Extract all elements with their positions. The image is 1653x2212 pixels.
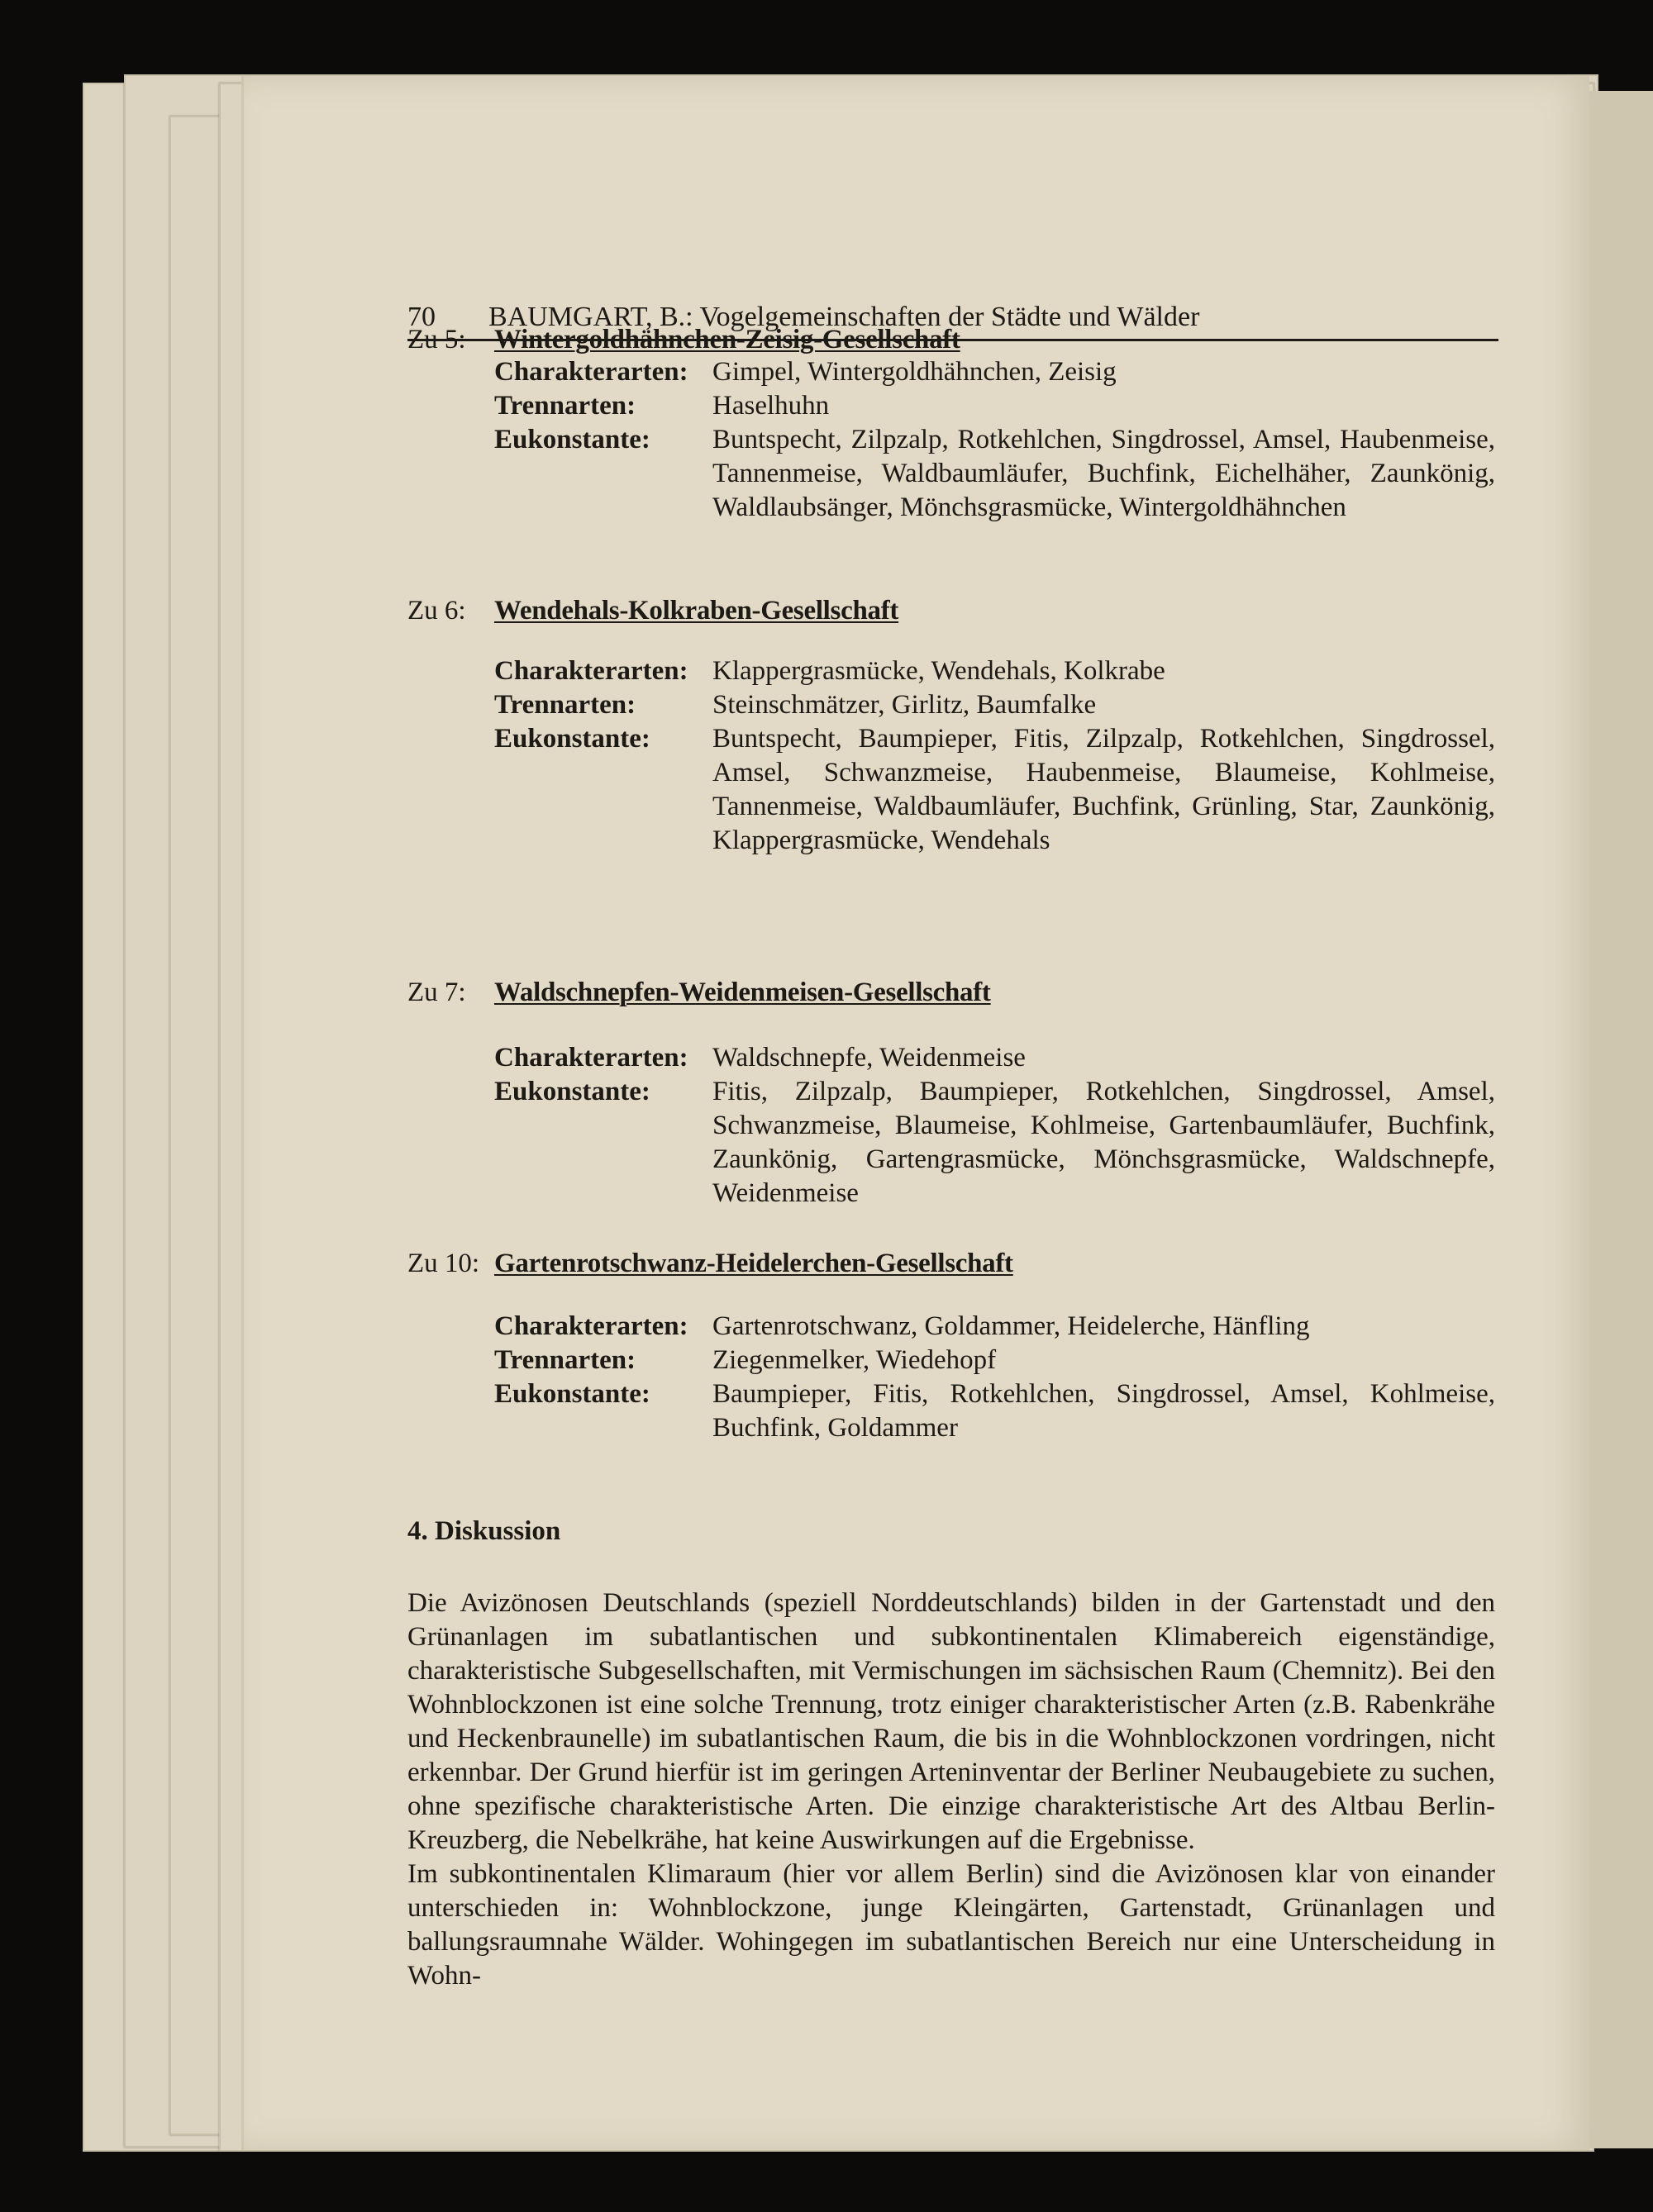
row-label: Eukonstante: — [494, 1077, 650, 1106]
row-value: Buntspecht, Zilpzalp, Rotkehlchen, Singdrossel, Amsel, Haubenmeise, Tannenmeise, Waldbaumläufer, Buchfink, Eichelhäher, Zaunkönig, Waldlaubsänger, Mönchsgrasmücke, Wintergoldhähnchen — [712, 425, 1495, 522]
discussion-paragraph-2: Im subkontinentalen Klimaraum (hier vor allem Berlin) sind die Avizönosen klar von einander unterschieden in: Wohnblockzone, junge Kleingärten, Gartenstadt, Grünanlagen und ballungsraumnahe Wälder. Wohingegen im subatlantischen Bereich nur eine Unterscheidung in Wohn- — [407, 1859, 1495, 1991]
row-value: Fitis, Zilpzalp, Baumpieper, Rotkehlchen, Singdrossel, Amsel, Schwanzmeise, Blaumeise, Kohlmeise, Gartenbaumläufer, Buchfink, Zaunkönig, Gartengrasmücke, Mönchsgrasmücke, Waldschnepfe, Weidenmeise — [712, 1077, 1495, 1208]
section-number: Zu 7: — [407, 978, 466, 1007]
row-value: Gimpel, Wintergoldhähnchen, Zeisig — [712, 357, 1117, 387]
row-value: Baumpieper, Fitis, Rotkehlchen, Singdrossel, Amsel, Kohlmeise, Buchfink, Goldammer — [712, 1379, 1495, 1443]
discussion-paragraph-1: Die Avizönosen Deutschlands (speziell Norddeutschlands) bilden in der Gartenstadt und den Grünanlagen im subatlantischen und subkontinentalen Klimabereich eigenständige, charakteristische Subgesellschaften, mit Vermischungen im sächsischen Raum (Chemnitz). Bei den Wohnblockzonen ist eine solche Trennung, trotz einiger charakteristischer Arten (z.B. Rabenkrähe und Heckenbraunelle) im subatlantischen Raum, die bis in die Wohnblockzonen vordringen, nicht erkennbar. Der Grund hierfür ist im geringen Arteninventar der Berliner Neubaugebiete zu suchen, ohne spezifische charakteristische Arten. Die einzige charakteristische Art des Altbau Berlin-Kreuzberg, die Nebelkrähe, hat keine Auswirkungen auf die Ergebnisse. — [407, 1588, 1495, 1855]
row-value: Gartenrotschwanz, Goldammer, Heidelerche, Hänfling — [712, 1311, 1310, 1341]
section-number: Zu 10: — [407, 1249, 480, 1278]
row-label: Eukonstante: — [494, 1379, 650, 1409]
row-label: Charakterarten: — [494, 656, 688, 686]
section-number: Zu 6: — [407, 596, 466, 626]
row-label: Eukonstante: — [494, 425, 650, 454]
row-value: Haselhuhn — [712, 391, 830, 421]
row-label: Trennarten: — [494, 1345, 636, 1375]
row-value: Buntspecht, Baumpieper, Fitis, Zilpzalp, Rotkehlchen, Singdrossel, Amsel, Schwanzmeise, Haubenmeise, Blaumeise, Kohlmeise, Tannenmeise, Waldbaumläufer, Buchfink, Grünling, Star, Zaunkönig, Klappergrasmücke, Wendehals — [712, 724, 1495, 855]
row-value: Waldschnepfe, Weidenmeise — [712, 1043, 1026, 1073]
row-label: Trennarten: — [494, 391, 636, 421]
running-title: BAUMGART, B.: Vogelgemeinschaften der Städte und Wälder — [488, 302, 1200, 332]
row-label: Trennarten: — [494, 690, 636, 720]
section-title: Wendehals-Kolkraben-Gesellschaft — [494, 596, 899, 626]
row-value: Klappergrasmücke, Wendehals, Kolkrabe — [712, 656, 1165, 686]
row-label: Charakterarten: — [494, 1311, 688, 1341]
section-number: Zu 5: — [407, 325, 466, 354]
discussion-text — [407, 1586, 1495, 1993]
section-title: Gartenrotschwanz-Heidelerchen-Gesellschaft — [494, 1249, 1013, 1278]
section-title: Waldschnepfen-Weidenmeisen-Gesellschaft — [494, 978, 991, 1007]
book-page — [241, 76, 1589, 2150]
row-label: Charakterarten: — [494, 357, 688, 387]
section-title: Wintergoldhähnchen-Zeisig-Gesellschaft — [494, 325, 960, 354]
page-number: 70 — [407, 302, 436, 332]
adjacent-page-edge — [1587, 91, 1653, 2148]
row-value: Steinschmätzer, Girlitz, Baumfalke — [712, 690, 1097, 720]
row-label: Charakterarten: — [494, 1043, 688, 1073]
discussion-heading: 4. Diskussion — [407, 1516, 561, 1546]
row-value: Ziegenmelker, Wiedehopf — [712, 1345, 997, 1375]
row-label: Eukonstante: — [494, 724, 650, 754]
